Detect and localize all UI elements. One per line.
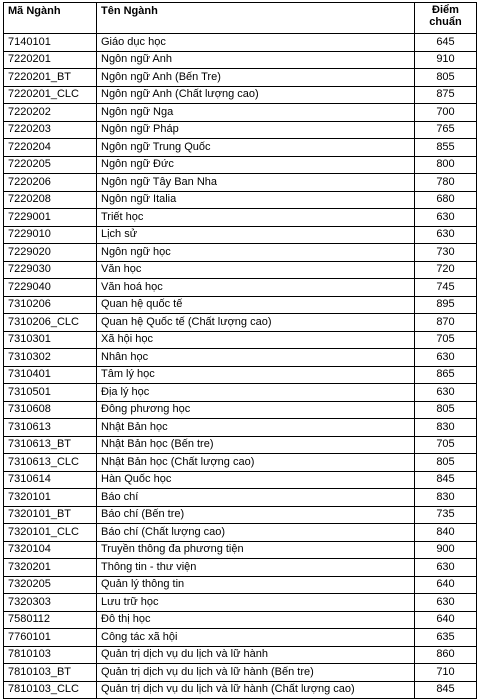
major-code-cell: 7310613_CLC — [4, 454, 97, 472]
major-name-cell: Ngôn ngữ Nga — [97, 104, 415, 122]
major-code-cell: 7220201_BT — [4, 69, 97, 87]
score-cell: 630 — [415, 226, 477, 244]
table-row — [4, 34, 477, 52]
score-cell: 630 — [415, 209, 477, 227]
table-row — [4, 244, 477, 262]
major-name-cell: Ngôn ngữ Đức — [97, 156, 415, 174]
major-name-cell: Thông tin - thư viện — [97, 559, 415, 577]
score-cell: 705 — [415, 331, 477, 349]
table-row — [4, 506, 477, 524]
score-cell: 840 — [415, 524, 477, 542]
table-row — [4, 279, 477, 297]
major-code-cell: 7310613 — [4, 419, 97, 437]
score-cell: 805 — [415, 454, 477, 472]
column-header-code — [4, 3, 97, 34]
major-name-cell: Quan hệ Quốc tế (Chất lượng cao) — [97, 314, 415, 332]
table-row — [4, 436, 477, 454]
major-code-cell: 7220201_CLC — [4, 86, 97, 104]
major-code-cell: 7310613_BT — [4, 436, 97, 454]
table-row — [4, 559, 477, 577]
major-name-cell: Lưu trữ học — [97, 594, 415, 612]
header-name-label: Tên Ngành — [101, 5, 158, 17]
major-name-cell: Văn học — [97, 261, 415, 279]
column-header-score — [415, 3, 477, 34]
table-row — [4, 594, 477, 612]
major-code-cell: 7310302 — [4, 349, 97, 367]
score-cell: 630 — [415, 349, 477, 367]
major-name-cell: Báo chí — [97, 489, 415, 507]
table-row — [4, 366, 477, 384]
table-row — [4, 51, 477, 69]
score-cell: 710 — [415, 664, 477, 682]
header-score-line1: Điểm — [432, 4, 459, 16]
header-row — [4, 3, 477, 34]
major-code-cell: 7320205 — [4, 576, 97, 594]
major-name-cell: Quản trị dịch vụ du lịch và lữ hành (Chất lượng cao) — [97, 681, 415, 699]
major-code-cell: 7220206 — [4, 174, 97, 192]
table-row — [4, 611, 477, 629]
major-code-cell: 7229001 — [4, 209, 97, 227]
major-code-cell: 7310401 — [4, 366, 97, 384]
major-name-cell: Ngôn ngữ học — [97, 244, 415, 262]
header-code-label: Mã Ngành — [8, 5, 61, 17]
table-row — [4, 471, 477, 489]
major-name-cell: Triết học — [97, 209, 415, 227]
major-name-cell: Báo chí (Chất lượng cao) — [97, 524, 415, 542]
admission-score-table — [3, 2, 477, 699]
major-code-cell: 7229040 — [4, 279, 97, 297]
score-cell: 765 — [415, 121, 477, 139]
score-cell: 735 — [415, 506, 477, 524]
major-name-cell: Xã hội học — [97, 331, 415, 349]
table-row — [4, 226, 477, 244]
score-cell: 845 — [415, 471, 477, 489]
major-code-cell: 7220204 — [4, 139, 97, 157]
table-row — [4, 454, 477, 472]
major-name-cell: Công tác xã hội — [97, 629, 415, 647]
score-cell: 845 — [415, 681, 477, 699]
table-row — [4, 384, 477, 402]
score-cell: 730 — [415, 244, 477, 262]
table-row — [4, 419, 477, 437]
major-name-cell: Nhật Bản học (Bến tre) — [97, 436, 415, 454]
major-code-cell: 7220205 — [4, 156, 97, 174]
score-cell: 645 — [415, 34, 477, 52]
column-header-name — [97, 3, 415, 34]
score-cell: 705 — [415, 436, 477, 454]
major-name-cell: Quan hệ quốc tế — [97, 296, 415, 314]
major-name-cell: Ngôn ngữ Anh (Bến Tre) — [97, 69, 415, 87]
score-cell: 875 — [415, 86, 477, 104]
major-code-cell: 7320104 — [4, 541, 97, 559]
table-row — [4, 349, 477, 367]
major-name-cell: Nhật Bản học (Chất lượng cao) — [97, 454, 415, 472]
score-cell: 800 — [415, 156, 477, 174]
table-row — [4, 261, 477, 279]
score-cell: 910 — [415, 51, 477, 69]
score-cell: 900 — [415, 541, 477, 559]
score-cell: 635 — [415, 629, 477, 647]
major-name-cell: Nhật Bản học — [97, 419, 415, 437]
table-row — [4, 209, 477, 227]
score-cell: 630 — [415, 384, 477, 402]
score-cell: 805 — [415, 69, 477, 87]
major-name-cell: Địa lý học — [97, 384, 415, 402]
table-row — [4, 104, 477, 122]
major-code-cell: 7810103 — [4, 646, 97, 664]
table-row — [4, 524, 477, 542]
major-code-cell: 7229010 — [4, 226, 97, 244]
major-code-cell: 7310206 — [4, 296, 97, 314]
score-cell: 830 — [415, 489, 477, 507]
table-row — [4, 191, 477, 209]
major-name-cell: Lịch sử — [97, 226, 415, 244]
major-code-cell: 7760101 — [4, 629, 97, 647]
major-code-cell: 7220202 — [4, 104, 97, 122]
table-row — [4, 156, 477, 174]
major-name-cell: Ngôn ngữ Trung Quốc — [97, 139, 415, 157]
major-name-cell: Giáo dục học — [97, 34, 415, 52]
score-cell: 870 — [415, 314, 477, 332]
major-name-cell: Đông phương học — [97, 401, 415, 419]
major-name-cell: Báo chí (Bến tre) — [97, 506, 415, 524]
table-row — [4, 541, 477, 559]
score-cell: 700 — [415, 104, 477, 122]
major-code-cell: 7310501 — [4, 384, 97, 402]
table-row — [4, 401, 477, 419]
score-cell: 860 — [415, 646, 477, 664]
major-code-cell: 7310206_CLC — [4, 314, 97, 332]
score-cell: 680 — [415, 191, 477, 209]
table-row — [4, 681, 477, 699]
table-row — [4, 664, 477, 682]
major-code-cell: 7810103_BT — [4, 664, 97, 682]
major-code-cell: 7320101 — [4, 489, 97, 507]
major-code-cell: 7320101_BT — [4, 506, 97, 524]
table-row — [4, 174, 477, 192]
table-row — [4, 489, 477, 507]
header-score-line2: chuẩn — [429, 16, 462, 28]
score-cell: 805 — [415, 401, 477, 419]
major-name-cell: Hàn Quốc học — [97, 471, 415, 489]
table-row — [4, 314, 477, 332]
major-name-cell: Quản trị dịch vụ du lịch và lữ hành (Bến tre) — [97, 664, 415, 682]
major-name-cell: Ngôn ngữ Tây Ban Nha — [97, 174, 415, 192]
major-code-cell: 7140101 — [4, 34, 97, 52]
major-code-cell: 7320101_CLC — [4, 524, 97, 542]
table-row — [4, 629, 477, 647]
table-row — [4, 296, 477, 314]
major-code-cell: 7310614 — [4, 471, 97, 489]
major-code-cell: 7580112 — [4, 611, 97, 629]
major-name-cell: Ngôn ngữ Anh (Chất lượng cao) — [97, 86, 415, 104]
score-cell: 830 — [415, 419, 477, 437]
major-code-cell: 7229020 — [4, 244, 97, 262]
major-name-cell: Văn hoá học — [97, 279, 415, 297]
major-name-cell: Ngôn ngữ Anh — [97, 51, 415, 69]
table-row — [4, 121, 477, 139]
major-code-cell: 7310301 — [4, 331, 97, 349]
table-row — [4, 576, 477, 594]
major-code-cell: 7229030 — [4, 261, 97, 279]
score-cell: 865 — [415, 366, 477, 384]
major-code-cell: 7310608 — [4, 401, 97, 419]
score-cell: 895 — [415, 296, 477, 314]
major-code-cell: 7220208 — [4, 191, 97, 209]
major-name-cell: Ngôn ngữ Pháp — [97, 121, 415, 139]
table-row — [4, 646, 477, 664]
table-row — [4, 139, 477, 157]
score-cell: 630 — [415, 594, 477, 612]
table-row — [4, 69, 477, 87]
score-cell: 630 — [415, 559, 477, 577]
major-code-cell: 7810103_CLC — [4, 681, 97, 699]
major-name-cell: Quản trị dịch vụ du lịch và lữ hành — [97, 646, 415, 664]
table-row — [4, 331, 477, 349]
score-cell: 780 — [415, 174, 477, 192]
score-cell: 855 — [415, 139, 477, 157]
major-name-cell: Ngôn ngữ Italia — [97, 191, 415, 209]
score-cell: 640 — [415, 576, 477, 594]
major-code-cell: 7220203 — [4, 121, 97, 139]
score-cell: 640 — [415, 611, 477, 629]
major-name-cell: Tâm lý học — [97, 366, 415, 384]
score-cell: 720 — [415, 261, 477, 279]
major-name-cell: Quản lý thông tin — [97, 576, 415, 594]
major-name-cell: Nhân học — [97, 349, 415, 367]
score-cell: 745 — [415, 279, 477, 297]
major-name-cell: Đô thị học — [97, 611, 415, 629]
major-code-cell: 7220201 — [4, 51, 97, 69]
major-name-cell: Truyền thông đa phương tiện — [97, 541, 415, 559]
table-row — [4, 86, 477, 104]
major-code-cell: 7320201 — [4, 559, 97, 577]
major-code-cell: 7320303 — [4, 594, 97, 612]
